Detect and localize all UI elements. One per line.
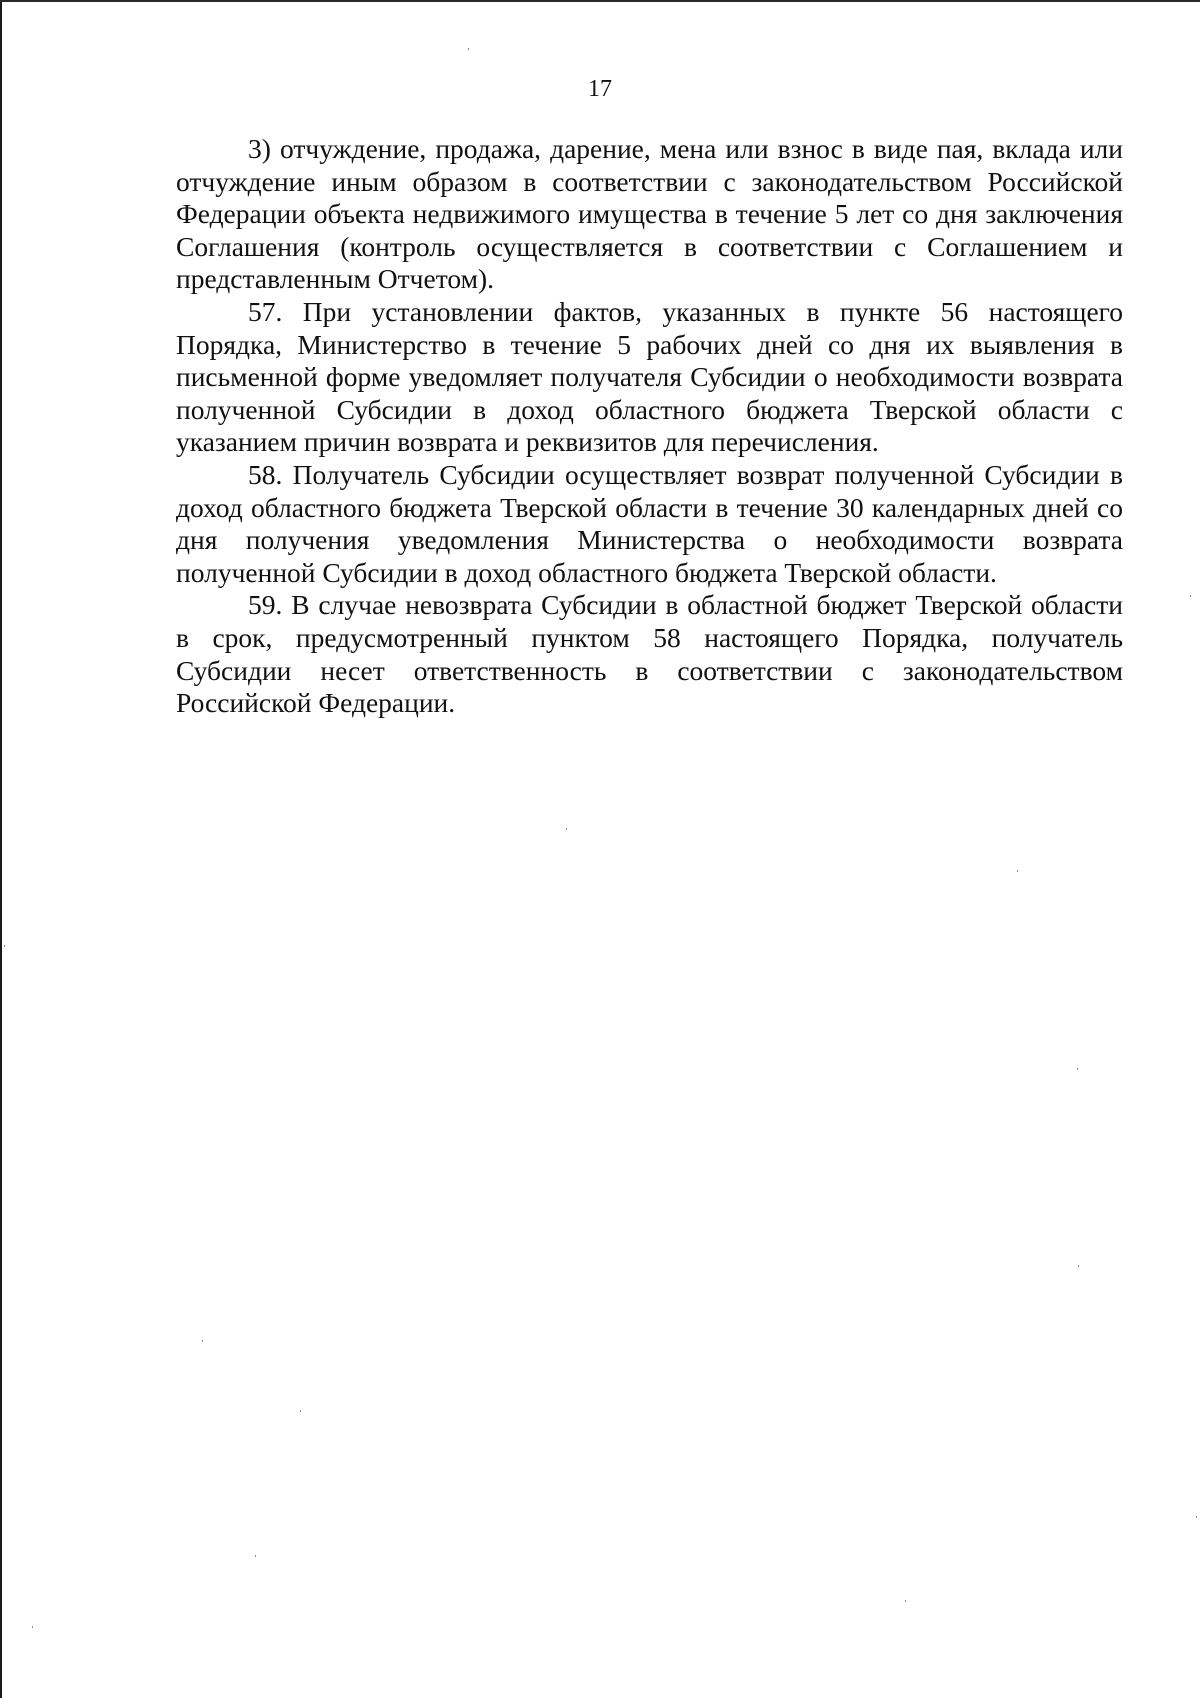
scan-speck — [1196, 1516, 1197, 1518]
scan-speck — [905, 1600, 906, 1602]
paragraph-58: 58. Получатель Субсидии осуществляет возврат полученной Субсидии в доход областного бюджета Тверской области в течение 30 календарных дней со дня получения уведомления Министерства о необходимости возврата полученной Субсидии в доход областного бюджета Тверской области. — [176, 458, 1123, 588]
scan-speck — [1190, 595, 1191, 597]
paragraph-59: 59. В случае невозврата Субсидии в областной бюджет Тверской области в срок, предусмотренный пунктом 58 настоящего Порядка, получатель Субсидии несет ответственность в соответствии с законодательством Российской Федерации. — [176, 589, 1123, 719]
page-number: 17 — [588, 76, 612, 102]
document-body — [176, 133, 1123, 720]
scan-speck — [1078, 1265, 1079, 1267]
scan-speck — [468, 48, 469, 50]
scan-speck — [202, 1340, 203, 1342]
scan-speck — [1077, 1068, 1078, 1070]
scan-edge-left — [0, 0, 2, 1698]
paragraph-57: 57. При установлении фактов, указанных в пункте 56 настоящего Порядка, Министерство в течение 5 рабочих дней со дня их выявления в письменной форме уведомляет получателя Субсидии о необходимости возврата полученной Субсидии в доход областного бюджета Тверской области с указанием причин возврата и реквизитов для перечисления. — [176, 295, 1123, 458]
scan-speck — [566, 828, 567, 830]
scan-speck — [32, 1626, 33, 1628]
scan-speck — [1017, 870, 1018, 872]
scan-speck — [300, 1410, 301, 1412]
scan-speck — [4, 945, 5, 947]
scan-speck — [255, 1555, 256, 1557]
scan-edge-top — [0, 0, 1200, 2]
paragraph-item-3: 3) отчуждение, продажа, дарение, мена или взнос в виде пая, вклада или отчуждение иным образом в соответствии с законодательством Российской Федерации объекта недвижимого имущества в течение 5 лет со дня заключения Соглашения (контроль осуществляется в соответствии с Соглашением и представленным Отчетом). — [176, 133, 1123, 295]
